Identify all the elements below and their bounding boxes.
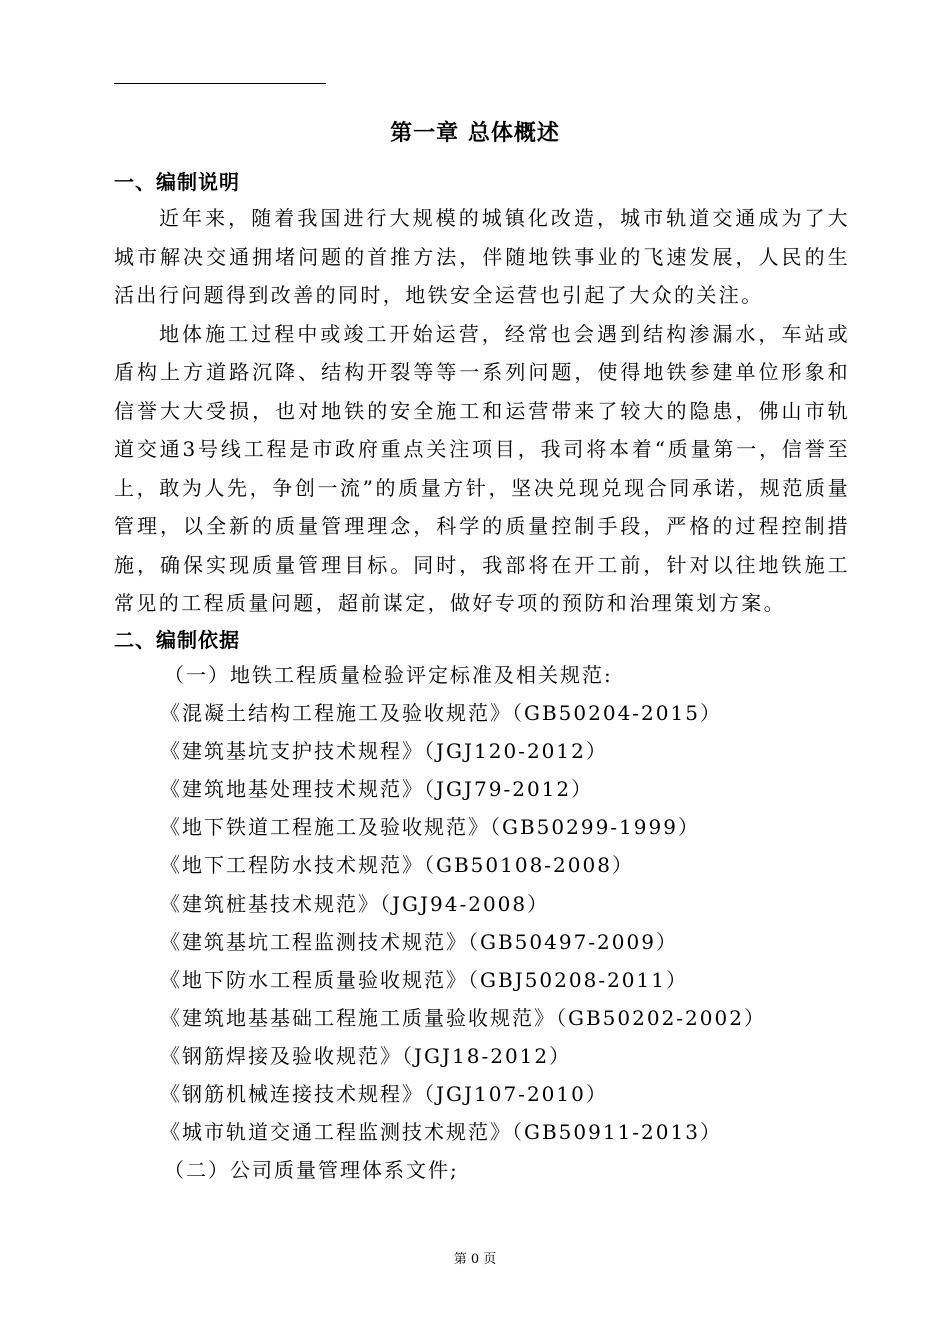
list-item: 《地下工程防水技术规范》（GB50108-2008）	[160, 853, 634, 878]
subsection-label: （一）地铁工程质量检验评定标准及相关规范:	[164, 663, 613, 687]
list-item: 《建筑地基基础工程施工质量验收规范》（GB50202-2002）	[160, 1005, 766, 1030]
list-item: 《钢筋机械连接技术规程》（JGJ107-2010）	[160, 1082, 608, 1107]
list-item: 《建筑桩基技术规范》（JGJ94-2008）	[160, 891, 550, 916]
standards-list	[160, 656, 766, 1189]
page-number: 第 0 页	[453, 1252, 497, 1267]
list-item: 《城市轨道交通工程监测技术规范》（GB50911-2013）	[160, 1120, 722, 1145]
list-item: 《建筑地基处理技术规范》（JGJ79-2012）	[160, 777, 594, 802]
list-item: 《建筑基坑工程监测技术规范》（GB50497-2009）	[160, 929, 678, 954]
list-item: 《地下防水工程质量验收规范》（GBJ50208-2011）	[160, 967, 688, 992]
list-item: 《钢筋焊接及验收规范》（JGJ18-2012）	[160, 1043, 572, 1068]
list-item: 《地下铁道工程施工及验收规范》（GB50299-1999）	[160, 815, 700, 840]
paragraph: 近年来，随着我国进行大规模的城镇化改造，城市轨道交通成为了大城市解决交通拥堵问题的首推方法，伴随地铁事业的飞速发展，人民的生活出行问题得到改善的同时，地铁安全运营也引起了大众的关注。	[114, 206, 850, 307]
header-rule	[114, 83, 326, 84]
chapter-title: 第一章 总体概述	[390, 120, 560, 146]
section-heading-compilation-basis: 二、编制依据	[114, 628, 240, 652]
list-item: 《建筑基坑支护技术规程》（JGJ120-2012）	[160, 739, 608, 764]
section-heading-compilation-notes: 一、编制说明	[114, 170, 240, 194]
list-item: 《混凝土结构工程施工及验收规范》（GB50204-2015）	[160, 701, 722, 726]
paragraph: 地体施工过程中或竣工开始运营，经常也会遇到结构渗漏水，车站或盾构上方道路沉降、结构开裂等等一系列问题，使得地铁参建单位形象和信誉大大受损，也对地铁的安全施工和运营带来了较大的隐患，佛山市轨道交通3号线工程是市政府重点关注项目，我司将本着“质量第一，信誉至上，敢为人先，争创一流”的质量方针，坚决兑现兑现合同承诺，规范质量管理，以全新的质量管理理念，科学的质量控制手段，严格的过程控制措施，确保实现质量管理目标。同时，我部将在开工前，针对以往地铁施工常见的工程质量问题，超前谋定，做好专项的预防和治理策划方案。	[114, 321, 850, 615]
section1-body	[114, 199, 850, 623]
subsection-label: （二）公司质量管理体系文件;	[164, 1158, 459, 1183]
